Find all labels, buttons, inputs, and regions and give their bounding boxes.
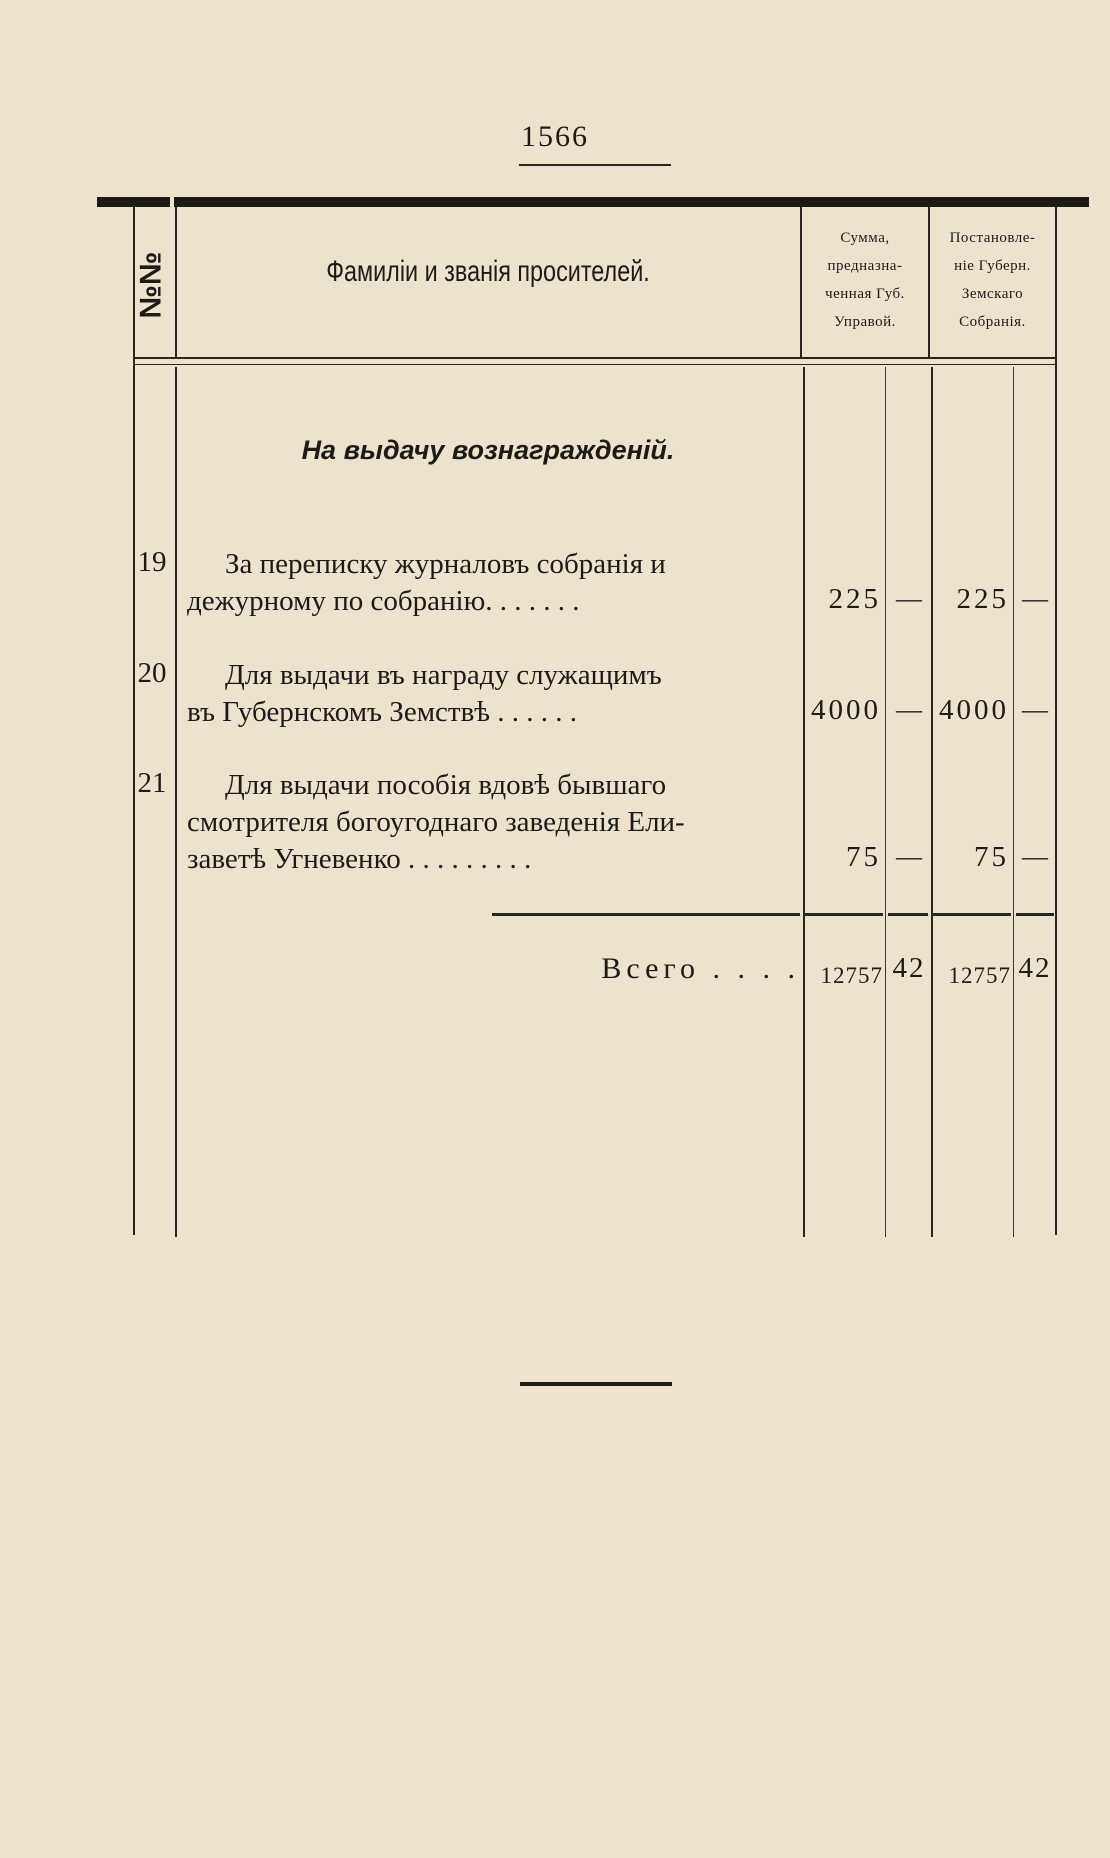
row-number: 20 [137, 657, 167, 689]
total-rule-gub-kop [888, 913, 928, 916]
row-description: Для выдачи пособія вдовѣ бывшаго смотрителя богоугоднаго заведенія Ели- заветѣ Угневенко . . . . . . . . . [187, 769, 685, 875]
col-line-left [133, 207, 135, 1235]
row-gub-kop: — [896, 584, 922, 613]
col-line-right [1055, 207, 1057, 1235]
total-rule-sobr-kop [1016, 913, 1054, 916]
section-title: На выдачу вознагражденій. [301, 435, 675, 465]
row-gub-rub: 225 [828, 583, 881, 615]
col-line-no [175, 367, 177, 1237]
col-line-gub-left [803, 367, 805, 1237]
row-gub-kop: — [896, 842, 922, 871]
total-rule-gub-rub [805, 913, 883, 916]
header-number-label: №№ [134, 251, 168, 319]
header-col-sobr: Постановле- ніе Губерн. Земскаго Собранія. [949, 230, 1036, 330]
header-bottom-rule [133, 357, 1057, 359]
row-number: 21 [137, 767, 167, 799]
total-sobr-rub: 12757 [948, 963, 1011, 988]
col-line-sobr-left [931, 367, 933, 1237]
page-number-underline [519, 164, 671, 166]
col-line-no-header [175, 207, 177, 357]
table-top-rule [97, 197, 1089, 207]
row-gub-kop: — [896, 695, 922, 724]
row-sobr-rub: 75 [974, 841, 1009, 873]
col-line-sobr-kop [1013, 367, 1014, 1237]
table-top-rule-gap [170, 197, 174, 207]
col-line-gub-kop [885, 367, 886, 1237]
total-rule-desc [492, 913, 800, 916]
total-label: Всего . . . . [601, 952, 800, 985]
row-sobr-rub: 4000 [939, 694, 1009, 726]
row-gub-rub: 4000 [811, 694, 881, 726]
row-sobr-kop: — [1022, 695, 1048, 724]
row-sobr-rub: 225 [956, 583, 1009, 615]
row-gub-rub: 75 [846, 841, 881, 873]
page-end-rule [520, 1382, 672, 1386]
row-sobr-kop: — [1022, 584, 1048, 613]
row-description: За переписку журналовъ собранія и дежурному по собранію. . . . . . . [187, 548, 666, 617]
header-col-gub: Сумма, предназна- ченная Губ. Управой. [825, 230, 905, 330]
page-number: 1566 [521, 120, 589, 153]
total-sobr-kop: 42 [1018, 952, 1052, 984]
row-sobr-kop: — [1022, 842, 1048, 871]
row-description: Для выдачи въ награду служащимъ въ Губернскомъ Земствѣ . . . . . . [187, 659, 662, 728]
total-rule-sobr-rub [933, 913, 1011, 916]
header-bottom-rule-2 [133, 364, 1057, 365]
total-gub-rub: 12757 [820, 963, 883, 988]
header-title: Фамиліи и званія просителей. [326, 255, 650, 288]
row-number: 19 [137, 546, 167, 578]
total-gub-kop: 42 [892, 952, 926, 984]
